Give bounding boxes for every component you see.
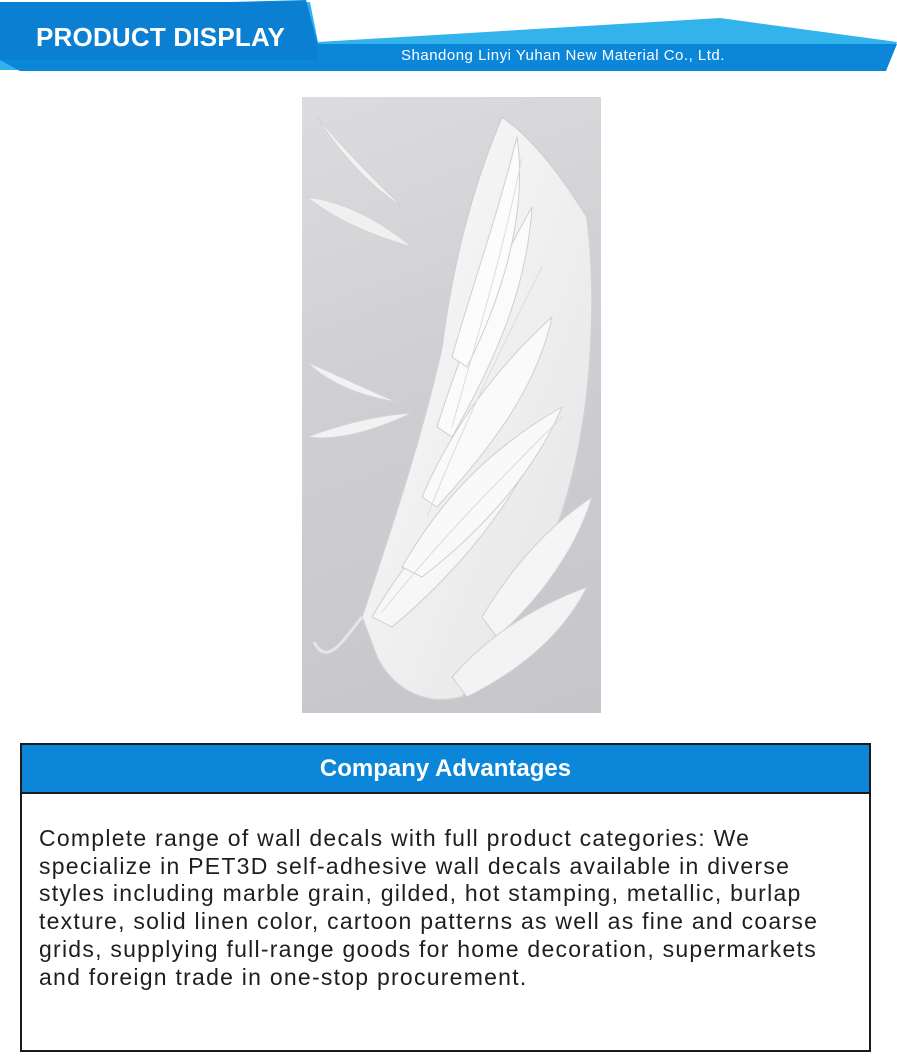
advantages-description: Complete range of wall decals with full product categories: We specialize in PET3D self-adhesive wall decals available in diverse styles including marble grain, gilded, hot stamping, metallic, burlap texture, solid linen color, cartoon patterns as well as fine and coarse grids, supplying full-range goods for home decoration, supermarkets and foreign trade in one-stop procurement. [39, 825, 819, 990]
banner-company-name: Shandong Linyi Yuhan New Material Co., Ltd. [401, 47, 725, 64]
product-image [302, 97, 601, 713]
company-advantages-panel [20, 743, 871, 1052]
advantages-heading: Company Advantages [319, 754, 572, 782]
feather-wing-icon [302, 97, 601, 713]
header-banner [0, 0, 897, 75]
banner-title: PRODUCT DISPLAY [36, 22, 286, 52]
advantages-header-bar [22, 745, 869, 794]
